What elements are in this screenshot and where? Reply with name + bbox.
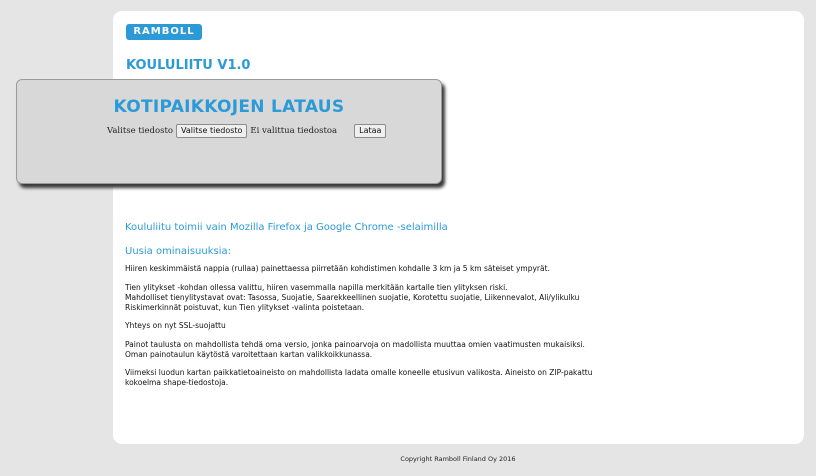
feature-text: Viimeksi luodun kartan paikkatietoaineisto on mahdollista ladata omalle koneelle etusivun valikosta. Aineisto on ZIP-pakattu	[125, 368, 593, 377]
feature-text: Mahdolliset tienylitystavat ovat: Tasossa, Suojatie, Saarekkeellinen suojatie, Korotettu suojatie, Liikennevalot, Ali/ylikulku	[125, 292, 580, 302]
choose-file-button[interactable]: Valitse tiedosto	[176, 124, 247, 138]
upload-panel	[16, 79, 442, 184]
feature-text: Yhteys on nyt SSL-suojattu	[125, 321, 226, 330]
ramboll-logo[interactable]: RAMBOLL	[126, 24, 202, 40]
feature-text: Hiiren keskimmäistä nappia (rullaa) painettaessa piirretään kohdistimen kohdalle 3 km ja 5 km säteiset ympyrät.	[125, 264, 550, 273]
feature-item	[125, 264, 685, 274]
feature-text: Riskimerkinnät poistuvat, kun Tien ylitykset -valinta poistetaan.	[125, 302, 365, 312]
browser-notice: Koululiitu toimii vain Mozilla Firefox ja Google Chrome -selaimilla	[125, 222, 448, 233]
features-list	[125, 264, 685, 397]
upload-button[interactable]: Lataa	[354, 124, 386, 138]
feature-text: Tien ylitykset -kohdan ollessa valittu, hiiren vasemmalla napilla merkitään kartalle tien ylityksen riski.	[125, 282, 508, 292]
feature-text: kokoelma shape-tiedostoja.	[125, 378, 229, 387]
app-title: KOULULIITU V1.0	[126, 58, 251, 73]
feature-item	[125, 283, 685, 313]
feature-item	[125, 368, 685, 388]
file-label: Valitse tiedosto	[107, 126, 173, 136]
features-heading: Uusia ominaisuuksia:	[125, 246, 231, 257]
upload-title: KOTIPAIKKOJEN LATAUS	[113, 97, 345, 117]
upload-form	[107, 124, 386, 138]
footer-copyright: Copyright Ramboll Finland Oy 2016	[400, 455, 516, 463]
feature-item	[125, 321, 685, 331]
no-file-text: Ei valittua tiedostoa	[250, 126, 338, 136]
feature-text: Oman painotaulun käytöstä varoitettaan kartan valikkoikkunassa.	[125, 349, 373, 359]
feature-item	[125, 340, 685, 360]
feature-text: Painot taulusta on mahdollista tehdä oma versio, jonka painoarvoja on madollista muuttaa omien vaatimusten mukaisiksi.	[125, 339, 585, 349]
